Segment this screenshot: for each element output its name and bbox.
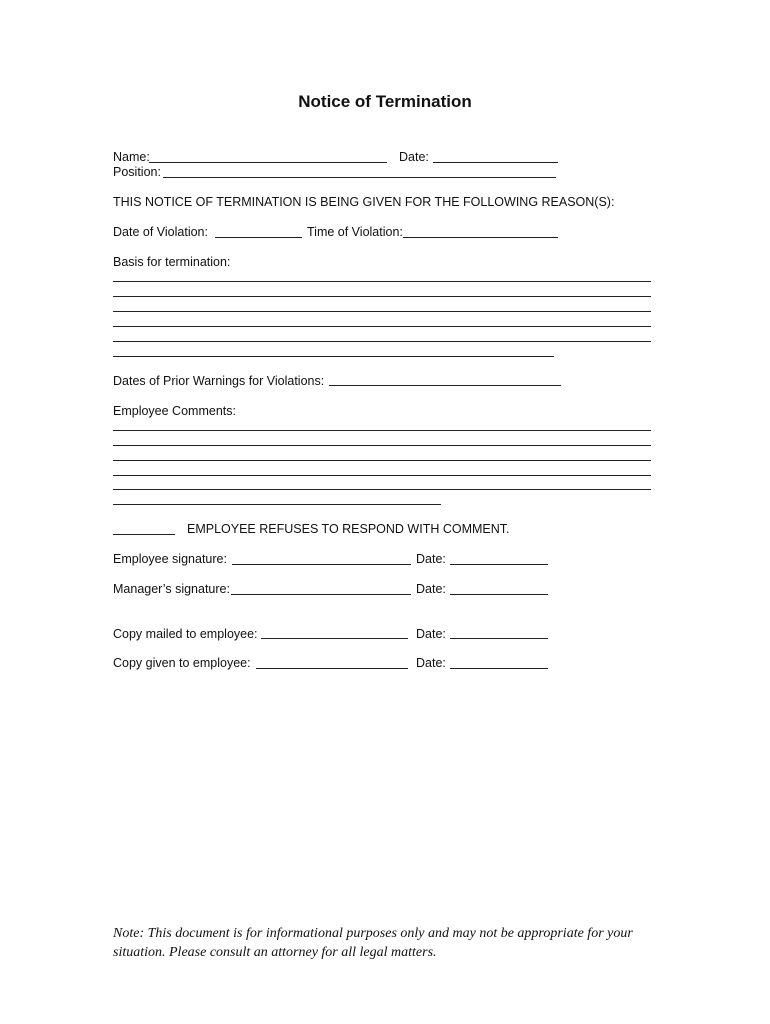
basis-line[interactable] <box>113 281 651 282</box>
refuses-checkline[interactable] <box>113 534 175 535</box>
copy-mailed-label: Copy mailed to employee: <box>113 627 258 641</box>
copy-mailed-line[interactable] <box>261 638 408 639</box>
employee-signature-label: Employee signature: <box>113 552 227 566</box>
basis-line[interactable] <box>113 356 554 357</box>
comments-line[interactable] <box>113 475 651 476</box>
prior-warnings-label: Dates of Prior Warnings for Violations: <box>113 374 325 388</box>
comments-line[interactable] <box>113 460 651 461</box>
basis-line[interactable] <box>113 311 651 312</box>
basis-line[interactable] <box>113 341 651 342</box>
manager-signature-label: Manager’s signature: <box>113 582 230 596</box>
name-field-line[interactable] <box>149 162 387 163</box>
time-of-violation-label: Time of Violation: <box>307 225 403 239</box>
comments-line[interactable] <box>113 430 651 431</box>
manager-signature-line[interactable] <box>231 594 411 595</box>
copy-given-date-label: Date: <box>416 656 446 670</box>
copy-given-label: Copy given to employee: <box>113 656 251 670</box>
date-of-violation-line[interactable] <box>215 237 302 238</box>
copy-mailed-date-label: Date: <box>416 627 446 641</box>
position-label: Position: <box>113 165 161 179</box>
prior-warnings-line[interactable] <box>329 385 561 386</box>
date-label: Date: <box>399 150 429 164</box>
basis-label: Basis for termination: <box>113 255 231 269</box>
manager-signature-date-line[interactable] <box>450 594 548 595</box>
comments-line[interactable] <box>113 445 651 446</box>
time-of-violation-line[interactable] <box>403 237 558 238</box>
basis-line[interactable] <box>113 326 651 327</box>
copy-mailed-date-line[interactable] <box>450 638 548 639</box>
legal-note: Note: This document is for informational purposes only and may not be appropriate for your situation. Please consult an attorney for all legal matters. <box>113 926 633 960</box>
employee-signature-line[interactable] <box>232 564 411 565</box>
comments-line[interactable] <box>113 489 651 490</box>
basis-line[interactable] <box>113 296 651 297</box>
employee-signature-date-label: Date: <box>416 552 446 566</box>
date-of-violation-label: Date of Violation: <box>113 225 208 239</box>
date-field-line[interactable] <box>433 162 558 163</box>
manager-signature-date-label: Date: <box>416 582 446 596</box>
comments-line[interactable] <box>113 504 441 505</box>
page-title: Notice of Termination <box>298 92 472 111</box>
position-field-line[interactable] <box>163 177 556 178</box>
copy-given-line[interactable] <box>256 668 408 669</box>
employee-comments-label: Employee Comments: <box>113 404 236 418</box>
copy-given-date-line[interactable] <box>450 668 548 669</box>
reason-heading: THIS NOTICE OF TERMINATION IS BEING GIVEN FOR THE FOLLOWING REASON(S): <box>113 195 615 209</box>
refuses-text: EMPLOYEE REFUSES TO RESPOND WITH COMMENT. <box>187 522 510 536</box>
employee-signature-date-line[interactable] <box>450 564 548 565</box>
name-label: Name: <box>113 150 150 164</box>
